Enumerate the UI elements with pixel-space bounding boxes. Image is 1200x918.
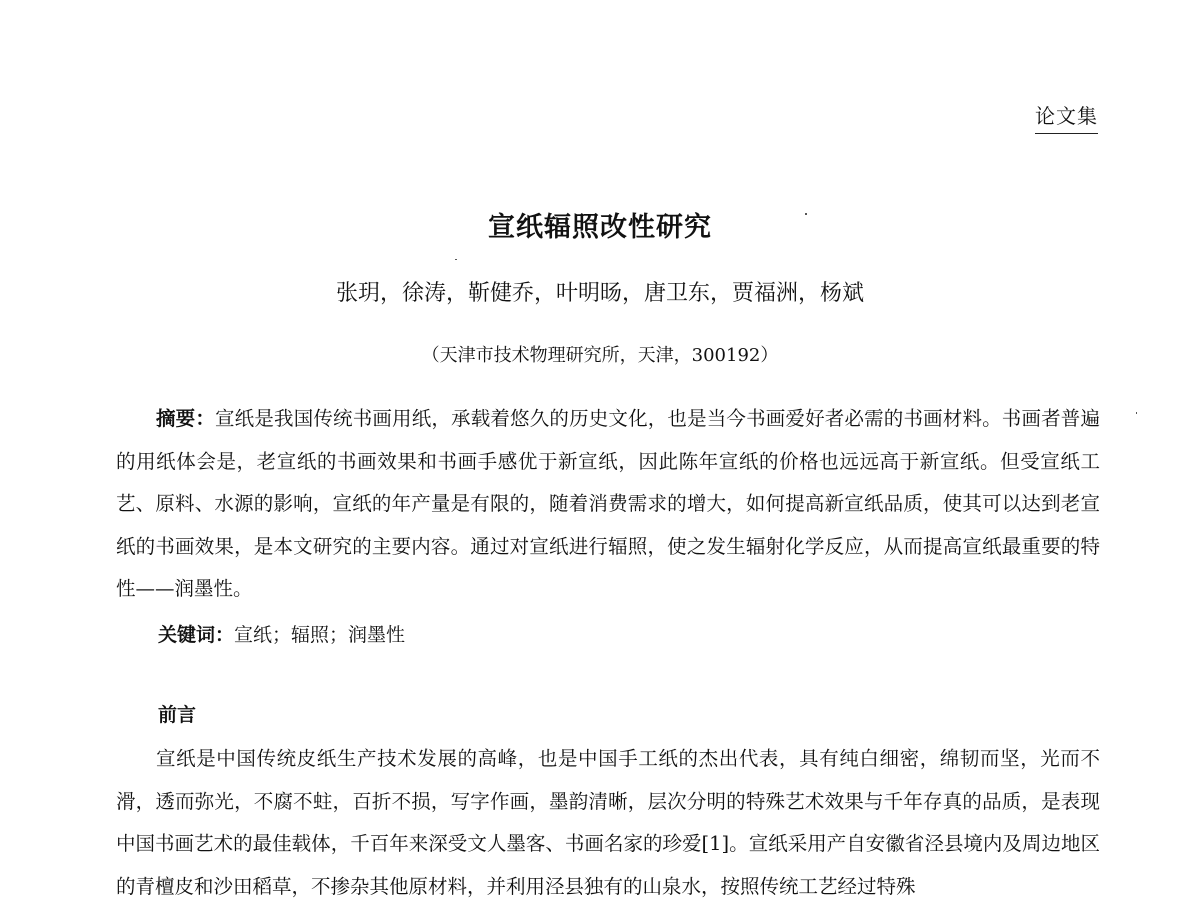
affiliation: （天津市技术物理研究所，天津，300192）: [421, 345, 779, 366]
abstract: [116, 398, 1100, 611]
keywords-text: 宣纸；辐照；润墨性: [234, 624, 406, 646]
keywords: [158, 620, 405, 647]
abstract-label: 摘要：: [156, 407, 216, 430]
scan-speck: [1136, 412, 1137, 414]
keywords-label: 关键词：: [158, 624, 235, 646]
running-header: 论文集: [1035, 100, 1098, 134]
author-list: 张玥，徐涛，靳健乔，叶明旸，唐卫东，贾福洲，杨斌: [335, 281, 864, 306]
section-body: 宣纸是中国传统皮纸生产技术发展的高峰，也是中国手工纸的杰出代表，具有纯白细密，绵韧而坚，光而不滑，透而弥光，不腐不蛀，百折不损，写字作画，墨韵清晰，层次分明的特殊艺术效果与千年存真的品质，是表现中国书画艺术的最佳载体，千百年来深受文人墨客、书画名家的珍爱[1]。宣纸采用产自安徽省泾县境内及周边地区的青檀皮和沙田稻草，不掺杂其他原材料，并利用泾县独有的山泉水，按照传统工艺经过特殊: [116, 747, 1100, 898]
scan-speck: [455, 259, 457, 260]
section-heading: 前言: [158, 704, 197, 726]
abstract-text: 宣纸是我国传统书画用纸，承载着悠久的历史文化，也是当今书画爱好者必需的书画材料。书画者普遍的用纸体会是，老宣纸的书画效果和书画手感优于新宣纸，因此陈年宣纸的价格也远远高于新宣纸。但受宣纸工艺、原料、水源的影响，宣纸的年产量是有限的，随着消费需求的增大，如何提高新宣纸品质，使其可以达到老宣纸的书画效果，是本文研究的主要内容。通过对宣纸进行辐照，使之发生辐射化学反应，从而提高宣纸最重要的特性——润墨性。: [116, 407, 1100, 600]
paper-title: 宣纸辐照改性研究: [488, 212, 712, 243]
